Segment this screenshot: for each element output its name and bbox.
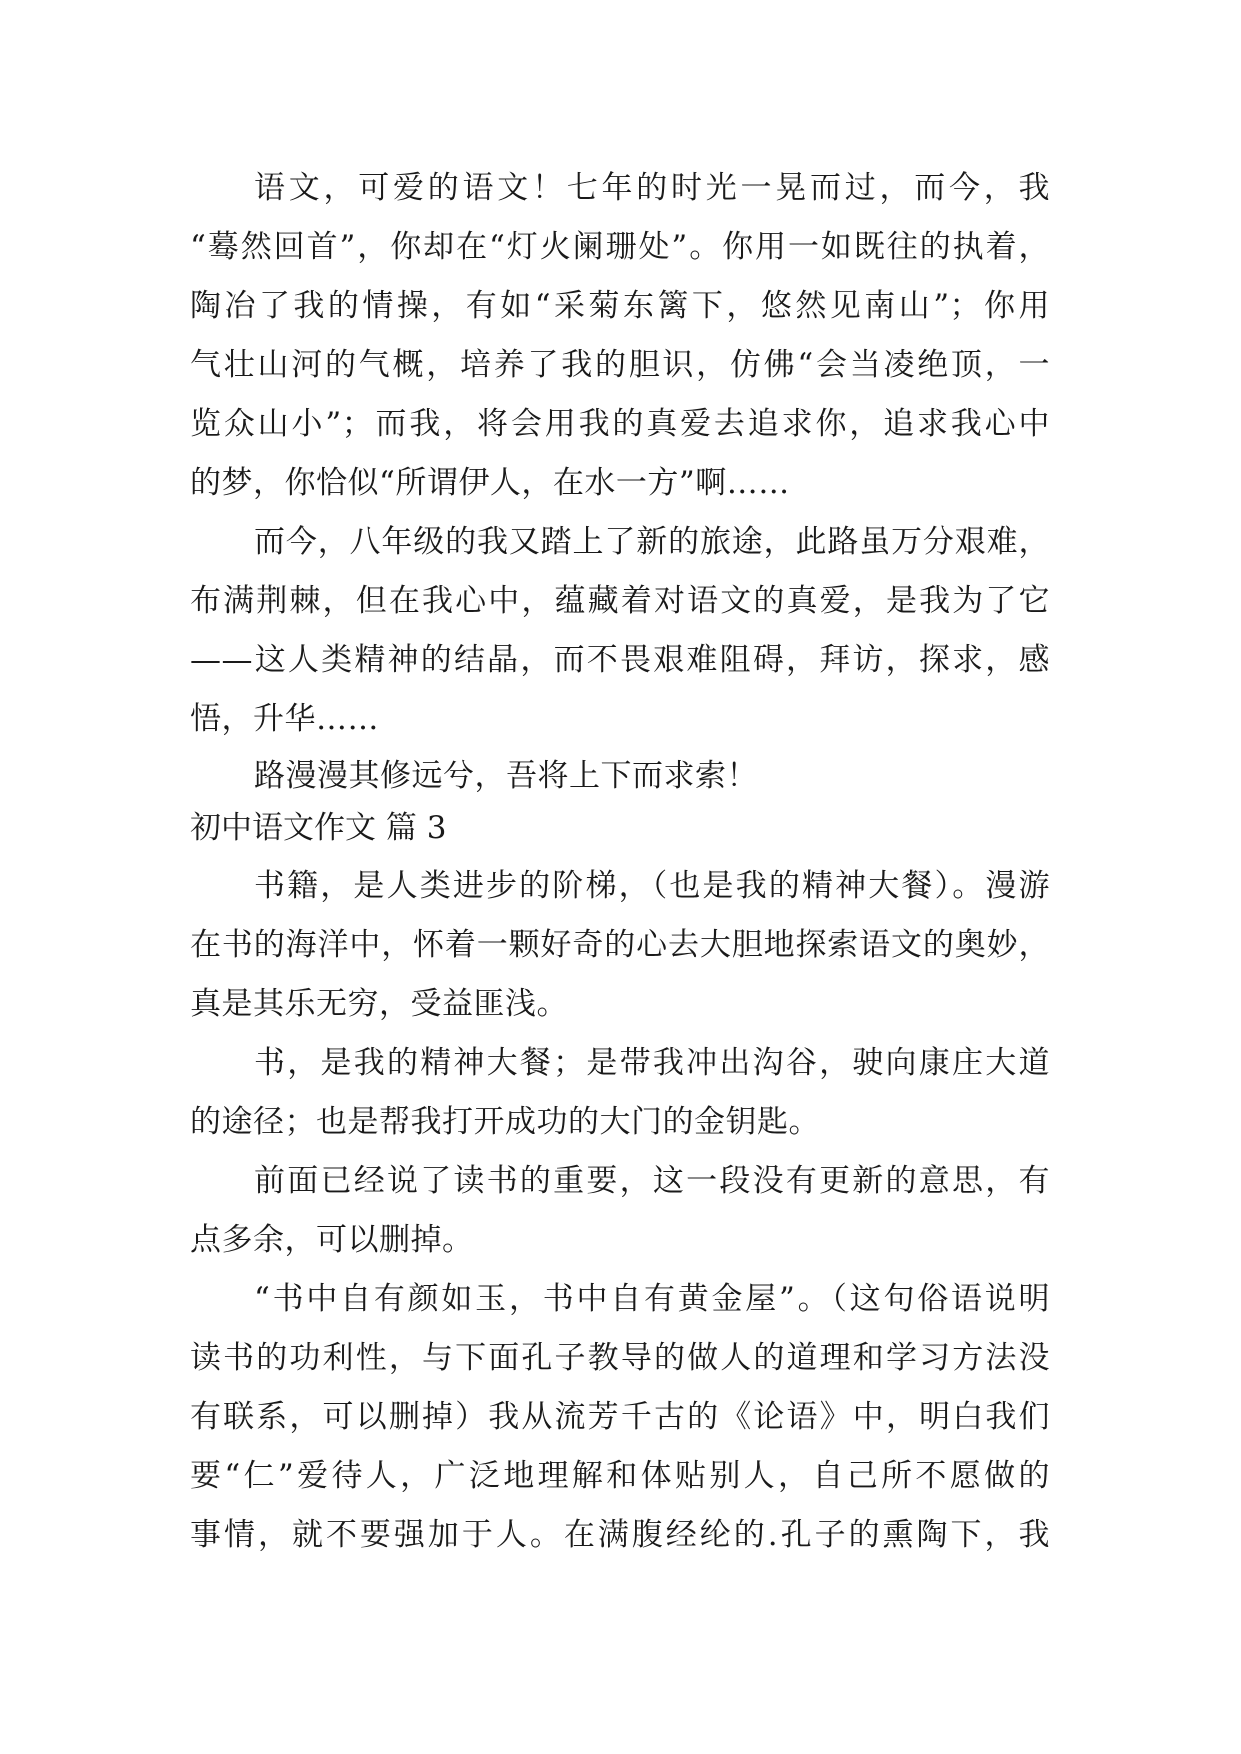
paragraph-1-line-4: 气壮山河的气概，培养了我的胆识，仿佛“会当凌绝顶，一: [190, 347, 1050, 383]
section-paragraph-4-line-1: “书中自有颜如玉，书中自有黄金屋”。（这句俗语说明: [254, 1281, 1050, 1317]
paragraph-1-line-2: “蓦然回首”，你却在“灯火阑珊处”。你用一如既往的执着，: [190, 229, 1050, 265]
paragraph-1-line-1: 语文，可爱的语文！七年的时光一晃而过，而今，我: [254, 170, 1050, 206]
paragraph-1-line-5: 览众山小”；而我，将会用我的真爱去追求你，追求我心中: [190, 406, 1050, 442]
section-paragraph-4-line-2: 读书的功利性，与下面孔子教导的做人的道理和学习方法没: [190, 1340, 1050, 1376]
section-paragraph-2-line-2: 的途径；也是帮我打开成功的大门的金钥匙。: [190, 1104, 820, 1140]
paragraph-3-line-1: 路漫漫其修远兮，吾将上下而求索！: [254, 758, 758, 794]
paragraph-2-line-4: 悟，升华……: [190, 701, 379, 737]
section-heading: 初中语文作文 篇 3: [190, 810, 447, 846]
paragraph-2-line-3: ——这人类精神的结晶，而不畏艰难阻碍，拜访，探求，感: [190, 642, 1050, 678]
section-paragraph-4-line-3: 有联系，可以删掉）我从流芳千古的《论语》中，明白我们: [190, 1399, 1050, 1435]
paragraph-1-line-6: 的梦，你恰似“所谓伊人，在水一方”啊……: [190, 465, 790, 501]
section-paragraph-2-line-1: 书，是我的精神大餐；是带我冲出沟谷，驶向康庄大道: [254, 1045, 1050, 1081]
section-paragraph-4-line-5: 事情，就不要强加于人。在满腹经纶的.孔子的熏陶下，我: [190, 1517, 1050, 1553]
section-paragraph-1-line-3: 真是其乐无穷，受益匪浅。: [190, 986, 568, 1022]
paragraph-2-line-1: 而今，八年级的我又踏上了新的旅途，此路虽万分艰难，: [254, 524, 1050, 560]
paragraph-2-line-2: 布满荆棘，但在我心中，蕴藏着对语文的真爱，是我为了它: [190, 583, 1050, 619]
paragraph-1-line-3: 陶冶了我的情操，有如“采菊东篱下，悠然见南山”；你用: [190, 288, 1050, 324]
section-paragraph-3-line-2: 点多余，可以删掉。: [190, 1222, 474, 1258]
section-paragraph-3-line-1: 前面已经说了读书的重要，这一段没有更新的意思，有: [254, 1163, 1050, 1199]
section-paragraph-4-line-4: 要“仁”爱待人，广泛地理解和体贴别人，自己所不愿做的: [190, 1458, 1050, 1494]
section-paragraph-1-line-1: 书籍，是人类进步的阶梯，（也是我的精神大餐）。漫游: [254, 868, 1050, 904]
section-paragraph-1-line-2: 在书的海洋中，怀着一颗好奇的心去大胆地探索语文的奥妙，: [190, 927, 1050, 963]
